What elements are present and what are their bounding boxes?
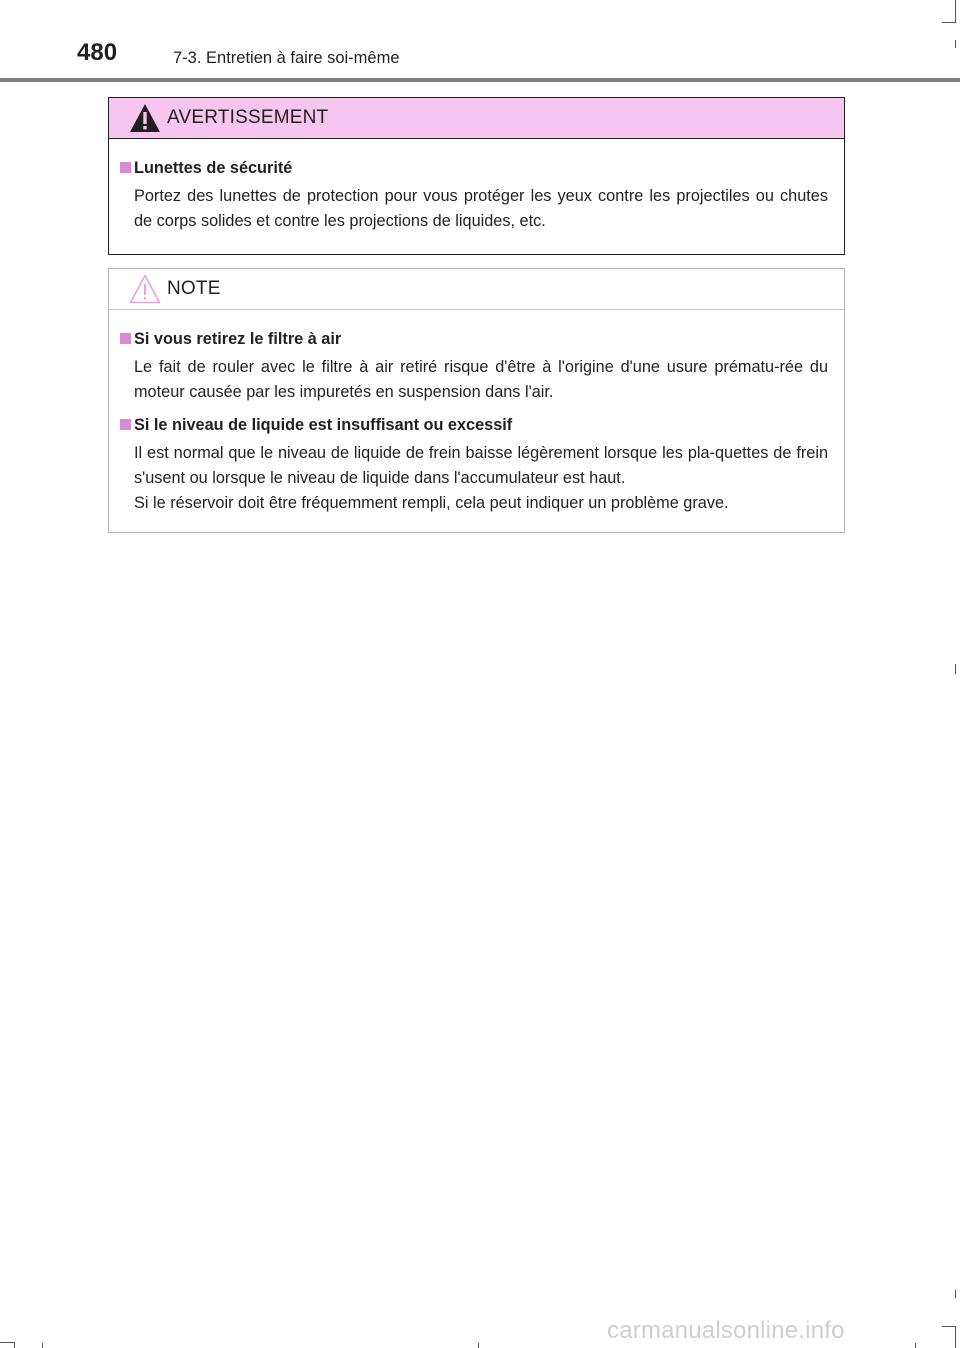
item-paragraph: Le fait de rouler avec le filtre à air retiré risque d'être à l'origine d'une usure prématu-rée du moteur causée par les impuretés en suspension dans l'air. (134, 358, 828, 401)
caution-triangle-icon (128, 273, 162, 305)
item-paragraph: Il est normal que le niveau de liquide de frein baisse légèrement lorsque les pla-quettes de frein s'usent ou lorsque le niveau de liquide dans l'accumulateur est haut. (134, 444, 828, 487)
crop-mark (942, 1326, 956, 1327)
item-title-text: Si le niveau de liquide est insuffisant ou excessif (134, 416, 513, 434)
crop-mark (478, 1343, 479, 1348)
item-paragraph: Si le réservoir doit être fréquemment rempli, cela peut indiquer un problème grave. (134, 494, 729, 512)
crop-mark (14, 1342, 15, 1348)
warning-box-header (109, 98, 844, 139)
crop-mark (955, 40, 956, 48)
section-title: 7-3. Entretien à faire soi-même (173, 49, 400, 67)
warning-triangle-icon (128, 102, 162, 134)
item-title (120, 413, 828, 437)
note-box-label: NOTE (167, 278, 221, 299)
crop-mark (955, 0, 956, 22)
watermark: carmanualsonline.info (607, 1317, 845, 1344)
item-text (120, 355, 828, 405)
crop-mark (955, 664, 956, 674)
square-bullet-icon (120, 419, 131, 430)
crop-mark (942, 22, 956, 23)
page-number: 480 (77, 39, 118, 66)
note-box-header (109, 269, 844, 310)
item-paragraph: Portez des lunettes de protection pour vous protéger les yeux contre les projectiles ou chutes de corps solides et contre les projections de liquides, etc. (134, 187, 828, 230)
item-text (120, 441, 828, 516)
note-box-body (109, 310, 844, 516)
crop-mark (42, 1343, 43, 1348)
list-item (120, 156, 828, 234)
item-text (120, 184, 828, 234)
item-title (120, 156, 828, 180)
crop-mark (955, 1290, 956, 1298)
list-item (120, 327, 828, 405)
note-box (108, 268, 845, 533)
list-item (120, 413, 828, 516)
warning-box (108, 97, 845, 255)
crop-mark (0, 1342, 14, 1343)
square-bullet-icon (120, 333, 131, 344)
warning-box-label: AVERTISSEMENT (167, 107, 329, 128)
item-title (120, 327, 828, 351)
warning-box-body (109, 139, 844, 234)
square-bullet-icon (120, 162, 131, 173)
header-rule (0, 78, 960, 82)
item-title-text: Lunettes de sécurité (134, 159, 293, 177)
crop-mark (915, 1343, 916, 1348)
crop-mark (955, 1326, 956, 1348)
page-header (0, 0, 960, 82)
item-title-text: Si vous retirez le filtre à air (134, 330, 342, 348)
